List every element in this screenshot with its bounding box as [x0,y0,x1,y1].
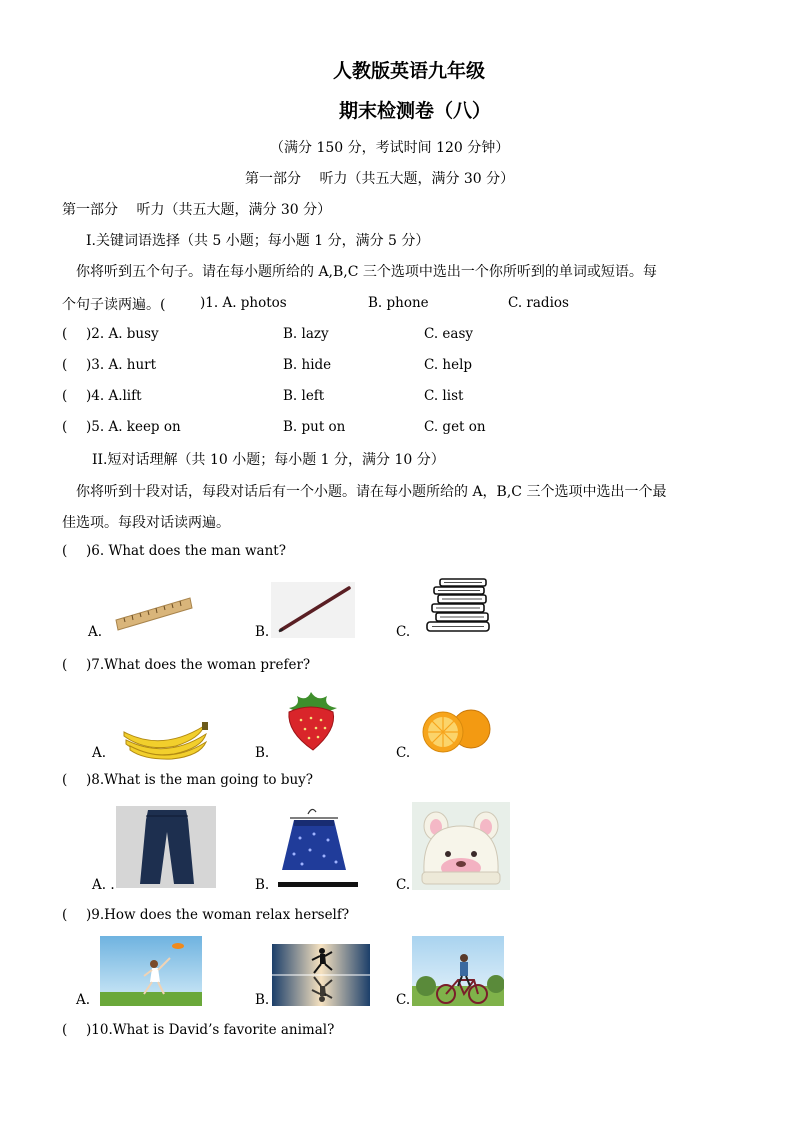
part-heading-left: 第一部分 听力（共五大题，满分 30 分） [62,202,332,218]
ruler-image [114,592,194,636]
question-6-stem: )6. What does the man want? [86,543,286,559]
question-9-label-a: A. [76,992,91,1008]
question-7-stem: )7.What does the woman prefer? [86,657,311,673]
question-3-paren: ( [62,357,68,373]
question-10-stem: )10.What is David’s favorite animal? [86,1022,335,1038]
question-4-paren: ( [62,388,68,404]
question-8-stem: )8.What is the man going to buy? [86,772,314,788]
question-6-label-a: A. [88,624,103,640]
question-2-option-b: B. lazy [283,326,329,342]
question-9-label-b: B. [255,992,270,1008]
question-5-paren: ( [62,419,68,435]
question-5-option-b: B. put on [283,419,346,435]
question-8-label-c: C. [396,877,411,893]
page-subtitle: 期末检测卷（八） [339,100,492,122]
question-2-option-c: C. easy [424,326,474,342]
question-10-paren: ( [62,1022,68,1038]
hat-image [412,802,510,890]
question-5-stem: )5. A. keep on [86,419,181,435]
pencil-image [271,582,355,638]
running-image [272,944,370,1006]
section2-instruction-line2: 佳选项。每段对话读两遍。 [62,515,230,531]
question-7-label-c: C. [396,745,411,761]
question-7-paren: ( [62,657,68,673]
skirt-image [270,804,358,890]
question-1-option-c: C. radios [508,295,569,311]
orange-image [419,709,493,753]
question-2-stem: )2. A. busy [86,326,159,342]
section1-heading: I.关键词语选择（共 5 小题；每小题 1 分，满分 5 分） [86,233,430,249]
question-4-option-b: B. left [283,388,325,404]
question-4-stem: )4. A.lift [86,388,142,404]
question-6-label-c: C. [396,624,411,640]
books-image [424,576,492,634]
question-9-stem: )9.How does the woman relax herself? [86,907,350,923]
question-7-label-b: B. [255,745,270,761]
part-heading-centered: 第一部分 听力（共五大题，满分 30 分） [245,171,515,187]
question-8-label-a: A. . [92,877,115,893]
question-5-option-c: C. get on [424,419,486,435]
section1-instruction-line2: 个句子读两遍。( [62,297,166,313]
question-3-stem: )3. A. hurt [86,357,157,373]
page-title: 人教版英语九年级 [333,60,486,82]
strawberry-image [281,688,343,754]
score-info: （满分 150 分，考试时间 120 分钟） [270,140,510,156]
section1-instruction-line1: 你将听到五个句子。请在每小题所给的 A,B,C 三个选项中选出一个你所听到的单词或短语。每 [76,264,657,280]
bicycle-image [412,936,504,1006]
question-1-option-b: B. phone [368,295,429,311]
section2-instruction-line1: 你将听到十段对话，每段对话后有一个小题。请在每小题所给的 A，B,C 三个选项中选出一个最 [76,484,667,500]
question-4-option-c: C. list [424,388,464,404]
frisbee-image [100,936,202,1006]
question-3-option-b: B. hide [283,357,332,373]
question-7-label-a: A. [92,745,107,761]
question-1-stem: )1. A. photos [200,295,287,311]
trousers-image [116,806,216,888]
question-6-paren: ( [62,543,68,559]
question-2-paren: ( [62,326,68,342]
question-9-paren: ( [62,907,68,923]
question-6-label-b: B. [255,624,270,640]
section2-heading: II.短对话理解（共 10 小题；每小题 1 分，满分 10 分） [92,452,445,468]
question-8-paren: ( [62,772,68,788]
bananas-image [116,712,210,760]
question-9-label-c: C. [396,992,411,1008]
question-3-option-c: C. help [424,357,473,373]
question-8-label-b: B. [255,877,270,893]
